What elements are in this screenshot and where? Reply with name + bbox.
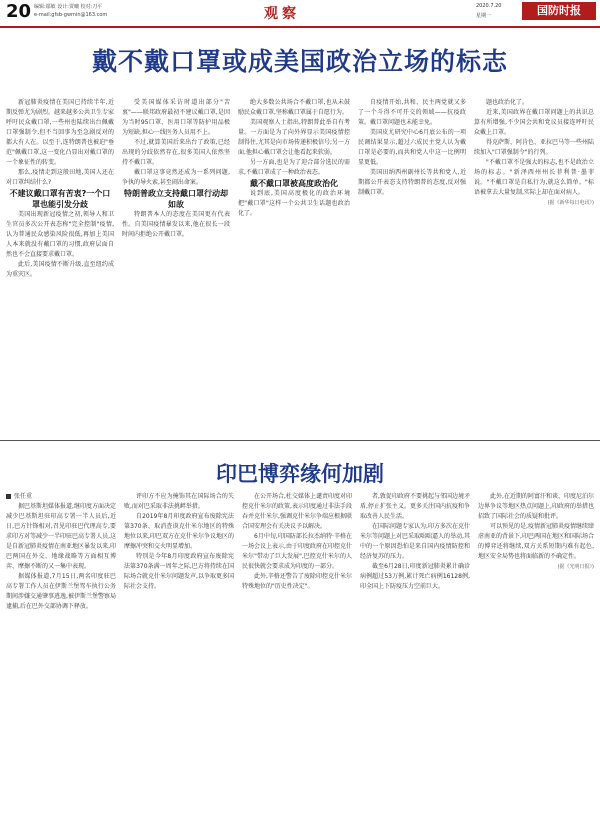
article2-column-4 (360, 492, 470, 820)
paragraph: 据巴基斯坦媒体报道,继印度方面决定减少巴基斯坦驻印高专署一半人员后,近日,巴方针锋相对,召见印驻巴代理高专,要求印方对等减少一半印驻巴高专署人员,这是自新冠肺炎疫情在南亚地区暴发以来,印巴两国在外交、地缘战略等方面相互博弈、摩擦不断的又一集中表现。 (6, 503, 116, 570)
masthead (0, 0, 600, 28)
page-number: 20 (6, 1, 32, 22)
contact-email: e-mail:gfsb-gwmin@163.com (34, 12, 108, 18)
editor-credits: 编辑:鄢敏 设计:贾曦 校对:刀平 (34, 4, 103, 10)
paragraph: 美国田纳西州副州长等共和党人,近期都公开表态支持特朗普的态度,反对强制戴口罩。 (358, 169, 466, 196)
paragraph: 得克萨斯、阿肯色、亚拉巴马等一些州陆续加入"口罩强制令"的行列。 (474, 139, 594, 156)
paragraph: 美国出现新冠疫情之初,领导人和卫生官员多次公开表态称"完全控制"疫情,认为普通民众感染风险很低,再加上美国人本来就没有戴口罩的习惯,政府层面自然也不会直接要求戴口罩。 (6, 211, 114, 258)
article1-column-2 (122, 98, 230, 428)
paragraph: 此后,美国疫情不断升级,直至纽约成为重灾区。 (6, 261, 114, 278)
paragraph: 那么,疫情走到这般田地,美国人还在对口罩纠结什么? (6, 169, 114, 186)
article2-column-2 (124, 492, 234, 820)
article1-column-3 (238, 98, 350, 428)
article1-headline: 戴不戴口罩或成美国政治立场的标志 (91, 47, 508, 76)
paragraph: 在公开场合,杜交媒体上谴责印度对印控克什米尔的政策,表示印度通过非法手段吞并克什米尔,强调克什米尔争端应根据联合国安理会有关决议予以解决。 (242, 493, 352, 530)
article1-subhead-1: 不建议戴口罩有苦衷?一个口罩也能引发分歧 (9, 189, 111, 209)
article2-source: (据《光明日报》) (557, 564, 594, 570)
article1-column-5 (474, 98, 594, 428)
paragraph: 题也政治化了。 (486, 99, 529, 106)
paragraph: 自疫情开始,共和、民主两党就又多了一个斗得不可开交的领域——抗疫政策。戴口罩问题也未能幸免。 (358, 99, 466, 126)
paragraph: 在国际问题专家认为,印方多次在克什米尔等问题上对巴采取咄咄逼人的举动,其中的一个原因恐怕是来自国内疫情防控和经济复苏的压力。 (360, 523, 470, 560)
article1-column-4 (358, 98, 466, 428)
article2-byline (6, 492, 116, 502)
paragraph: 据媒体报道,7月15日,两名印度驻巴高专署工作人员在伊斯兰堡驾车执行公务期间涉嫌交通肇事逃逸,被伊斯兰堡警察局逮捕,后在巴外交部协调下释放。 (6, 573, 116, 610)
paragraph: 可以预见的是,疫情新冠肺炎疫情继续肆虐南亚的背景下,印巴两国在地区和国际场合的博弈还将继续,双方关系短期内难有起色,地区安全局势也将面临新的不确定性。 (478, 523, 594, 560)
paragraph: 美国皮尤研究中心6月底公布的一项民调结果显示,超过六成民主党人认为戴口罩是必要的,而共和党人中这一比例明显更低。 (358, 129, 466, 166)
paragraph: 特朗普本人的态度在美国更有代表性。自美国疫情暴发以来,他在很长一段时间内拒绝公开戴口罩。 (122, 211, 230, 238)
paragraph: 不过,就算美国后来出台了政策,已经出现的分歧依然存在,很多美国人依然坚持不戴口罩。 (122, 139, 230, 166)
paragraph: 戴口罩这事竟然还成为一系列问题,争执的导火索,甚至闹出命案。 (122, 169, 230, 186)
article1-subhead-3: 戴不戴口罩被高度政治化 (250, 179, 338, 188)
paragraph: 截至6月28日,印度新冠肺炎累计确诊病例超过53万例,累计死亡病例16128例,印全国上下防疫压力空前巨大。 (360, 563, 470, 590)
paragraph: 受美国媒体采访时道出部分"苦衷"——联邦政府最初不建议戴口罩,是因为当时95口罩、医用口罩等防护用品极为短缺,担心一线医务人员用不上。 (122, 99, 230, 136)
article2-column-3 (242, 492, 352, 820)
paragraph: 另一方面,也是为了迎合部分选民的需求,不戴口罩成了一种政治表态。 (238, 159, 350, 176)
section-divider (0, 440, 600, 441)
byline-marker-icon (6, 494, 11, 499)
section-title: 观察 (264, 6, 300, 22)
paragraph: 说到底,美国高度极化的政治环境把"戴口罩"这样一个公共卫生话题也政治化了。 (238, 190, 350, 217)
paragraph: 新冠肺炎疫情在美国已持续半年,近期反弹尤为剧烈。越来越多公共卫生专家呼吁民众戴口罩,一些州也陆续出台佩戴口罩强制令,但不当回事为至急剧反对的都大有人在。以至于,连特朗普也被迫"垂范"佩戴口罩,这一变化凸显出对戴口罩的一个象征性的转变。 (6, 99, 114, 166)
article1-column-1 (6, 98, 114, 428)
paragraph: 此外,在近期的阿富汗和谈、印度尼泊尔边界争议等地区热点问题上,印政府的举措也招致了国际社会的质疑和批评。 (478, 493, 594, 520)
article1-subhead-2: 特朗普政立支持戴口罩行动却如故 (124, 189, 228, 209)
issue-date: 2020.7.20 (476, 3, 502, 9)
issue-weekday: 星期一 (476, 13, 492, 19)
newspaper-logo: 国防时报 (522, 2, 596, 20)
paragraph: "不戴口罩不是强大的标志,也不是政治立场的标志。"新泽西州州长菲利普·墨菲说。"不戴口罩是自私行为,就这么简单。"标语被拿去大量复制,实际上却在面对病人。 (474, 159, 594, 196)
article1-source: (据《新华每日电讯》) (547, 200, 594, 206)
article2-headline: 印巴博弈缘何加剧 (216, 462, 384, 486)
paragraph: 自2019年8月印度政府宣布废除宪法第370条、取消查谟克什米尔地区的特殊地位以来,印巴双方在克什米尔争议地区的摩擦冲突和交火明显增加。 (124, 513, 234, 550)
article2-column-5 (478, 492, 594, 820)
paragraph: 美国观察人士指出,特朗普此举自有考量。一方面是为了向外界显示美国疫情控制得住,尤其是向市场传递积极信号;另一方面,他担心戴口罩会让他看起来软弱。 (238, 119, 350, 156)
paragraph: 特别是今年8月印度政府宣布废除宪法第370条满一周年之际,巴方将持续在国际场合就克什米尔问题发声,以争取更多国际社会支持。 (124, 553, 234, 590)
paragraph: 者,敦促印政府不要挑起与邻国边境矛盾,停止扩张主义。更多关注国内抗疫和争取改善人民生活。 (360, 493, 470, 520)
paragraph: 6月中旬,印国防部长拉杰纳特·辛格在一场会议上表示,由于印度政府在印控克什米尔"带动了巨大发展",巴控克什米尔的人民很快就会要求成为印度的一部分。 (242, 533, 352, 570)
paragraph: 此外,辛格还警告了废除印控克什米尔特殊地位的"历史性决定"。 (242, 573, 352, 590)
paragraph: 评印方不应为掩饰其在国际场合的失败,而对巴采取非法挑衅举措。 (124, 493, 234, 510)
paragraph: 绝大多数公共场合不戴口罩,也从未鼓励民众戴口罩,坚称戴口罩属于自愿行为。 (238, 99, 350, 116)
paragraph: 近来,美国政界在戴口罩问题上的共识总算有所增强,不少国会共和党议员接连呼吁民众戴上口罩。 (474, 109, 594, 136)
author-name: 张任重 (14, 493, 33, 500)
article2-column-1 (6, 492, 116, 820)
